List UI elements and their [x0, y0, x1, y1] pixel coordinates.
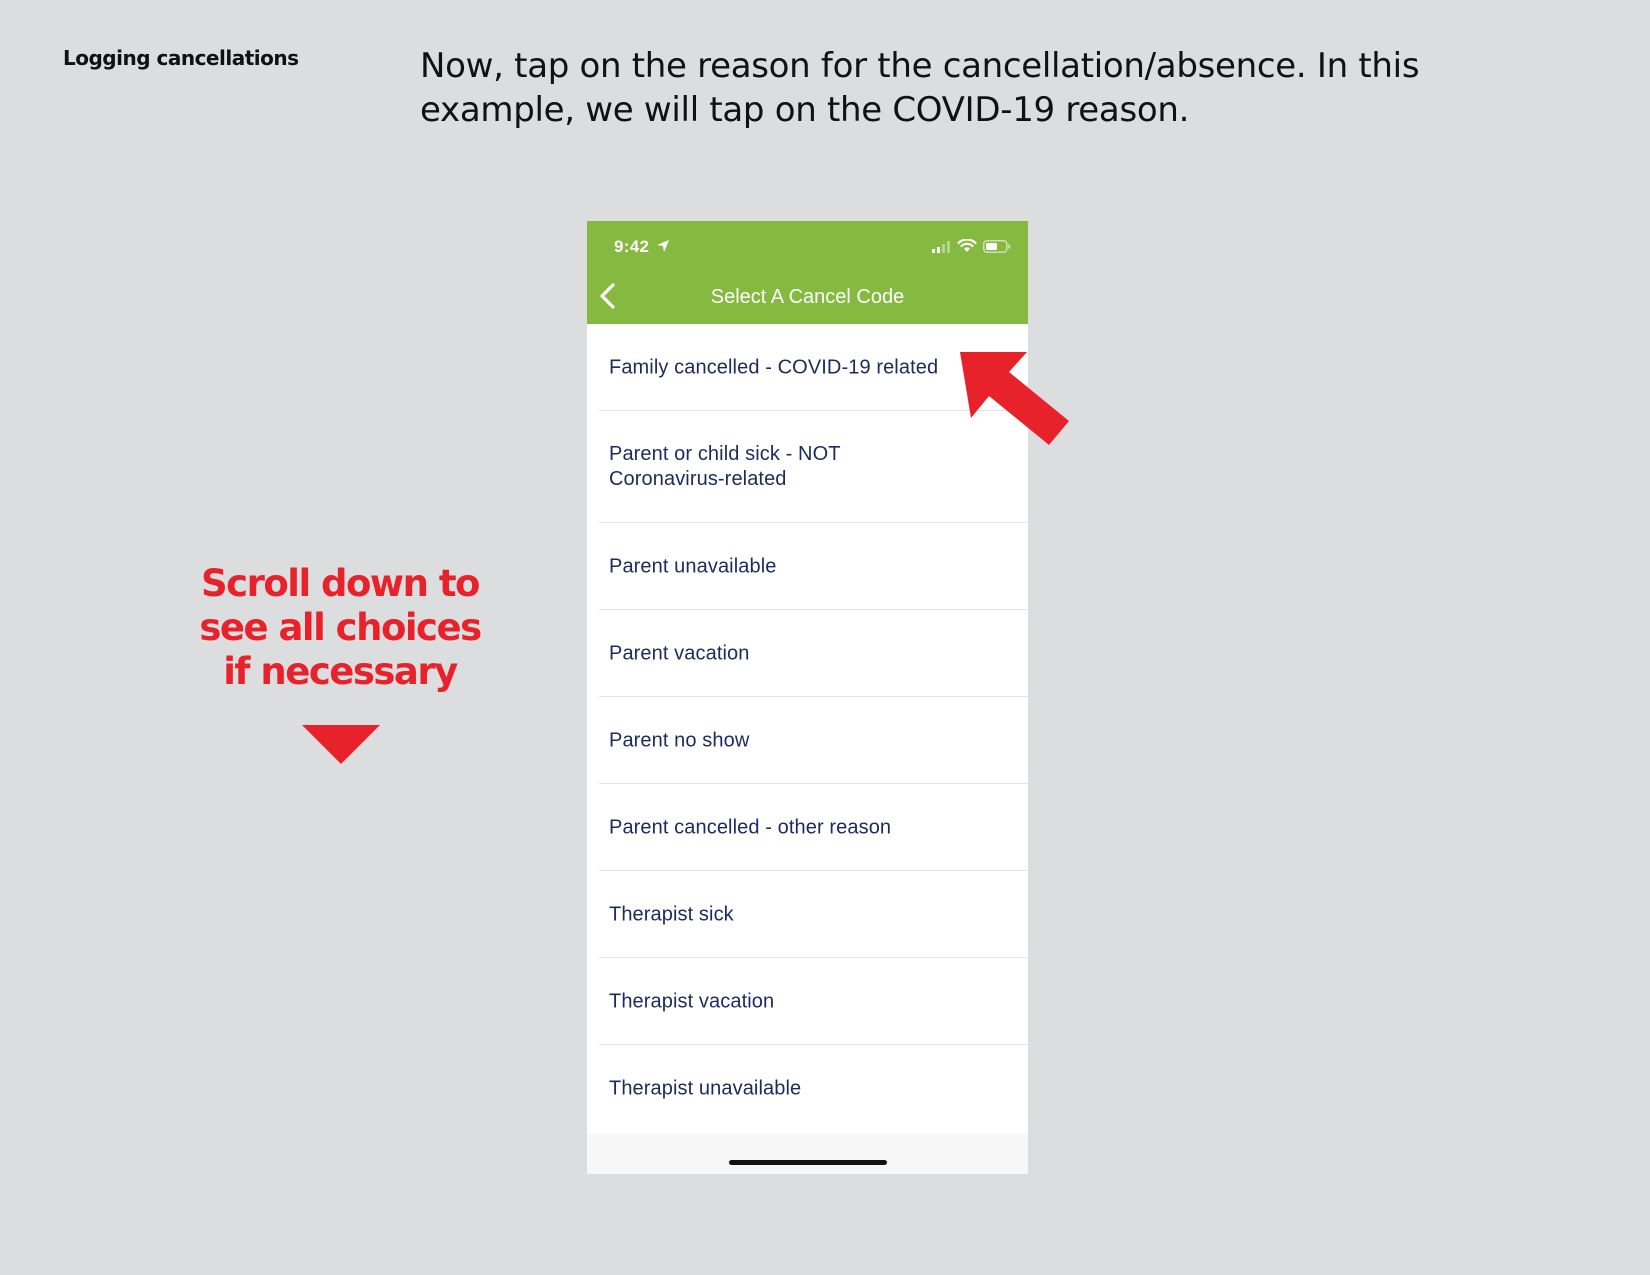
scroll-note-line-2: see all choices — [199, 606, 481, 649]
cancel-code-label: Parent unavailable — [609, 555, 777, 577]
scroll-down-triangle-icon — [302, 725, 380, 764]
cellular-signal-icon — [932, 241, 952, 253]
cancel-code-label: Parent cancelled - other reason — [609, 816, 892, 838]
cancel-code-item-parent-other[interactable] — [587, 784, 1028, 871]
status-time: 9:42 — [614, 237, 650, 256]
cancel-code-item-parent-unavailable[interactable] — [587, 523, 1028, 610]
pointer-arrow-icon — [955, 352, 1075, 452]
wifi-icon — [957, 239, 977, 253]
location-arrow-icon — [656, 239, 670, 253]
instruction-text: Now, tap on the reason for the cancellation/absence. In this example, we will tap on the COVID-19 reason. — [420, 46, 1420, 130]
cancel-code-item-therapist-vacation[interactable] — [587, 958, 1028, 1045]
cancel-code-label: Parent or child sick - NOT Coronavirus-related — [609, 443, 841, 490]
cancel-code-item-parent-no-show[interactable] — [587, 697, 1028, 784]
cancel-code-item-therapist-sick[interactable] — [587, 871, 1028, 958]
scroll-note — [190, 562, 490, 694]
cancel-code-label: Family cancelled - COVID-19 related — [609, 356, 939, 378]
cancel-code-label: Parent no show — [609, 729, 750, 751]
cancel-code-item-parent-vacation[interactable] — [587, 610, 1028, 697]
cancel-code-label: Therapist vacation — [609, 990, 775, 1012]
scroll-note-line-3: if necessary — [223, 650, 457, 693]
app-header — [587, 221, 1028, 324]
battery-icon — [983, 240, 1011, 253]
screen-title: Select A Cancel Code — [710, 286, 905, 308]
cancel-code-label: Parent vacation — [609, 642, 750, 664]
home-indicator[interactable] — [729, 1160, 887, 1165]
cancel-code-label: Therapist unavailable — [609, 1077, 802, 1099]
phone-footer — [587, 1134, 1028, 1174]
scroll-note-line-1: Scroll down to — [201, 562, 479, 605]
cancel-code-label: Therapist sick — [609, 903, 734, 925]
section-label: Logging cancellations — [63, 46, 299, 70]
cancel-code-item-therapist-unavailable[interactable] — [587, 1045, 1028, 1132]
